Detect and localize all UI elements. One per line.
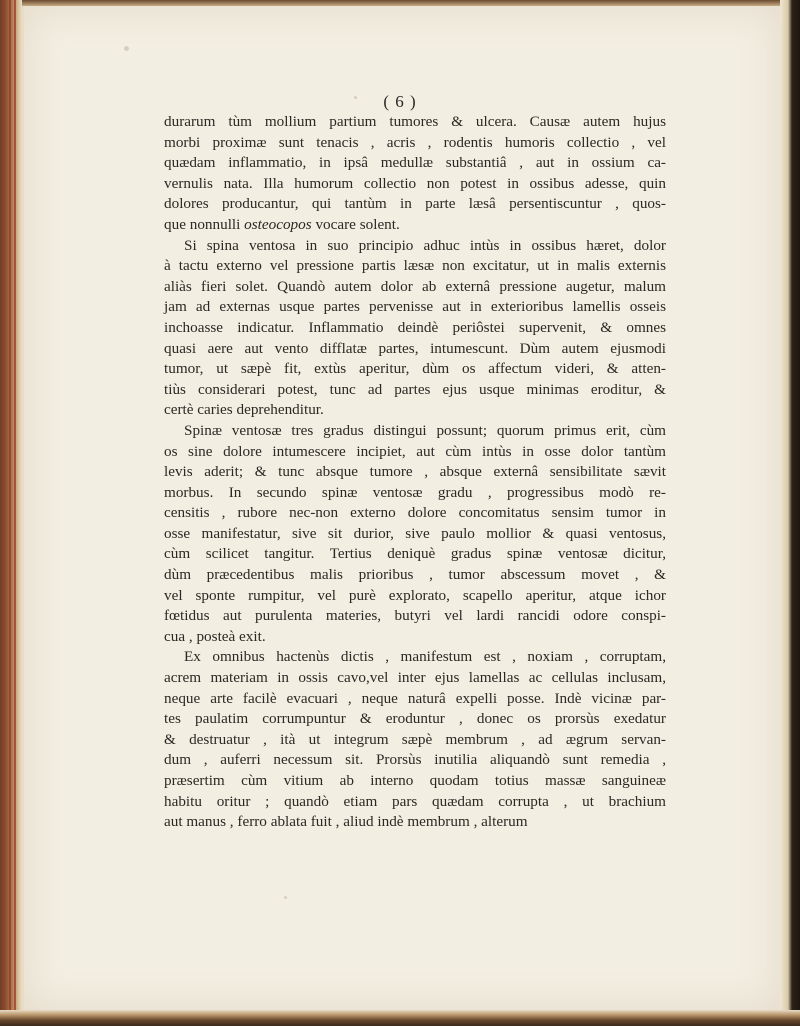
text-line: cua , posteà exit.	[164, 627, 266, 645]
text-line: cùm scilicet tangitur. Tertius deniquè gradus spinæ ventosæ dicitur,	[164, 545, 666, 563]
text-line: morbi proximæ sunt tenacis , acris , rodentis humoris collectio , vel	[164, 133, 666, 151]
body-text	[164, 112, 666, 833]
text-line: Si spina ventosa in suo principio adhuc intùs in ossibus hæret, dolor	[184, 236, 666, 254]
book-spine	[0, 0, 22, 1026]
text-line: vernulis nata. Illa humorum collectio non potest in ossibus adesse, quin	[164, 174, 666, 192]
text-line: præsertim cùm vitium ab interno quodam totius massæ sanguineæ	[164, 772, 666, 789]
paragraph	[164, 421, 666, 648]
text-line: acrem materiam in ossis cavo,vel inter ejus lamellas ac cellulas inclusam,	[164, 669, 666, 687]
text-line: os sine dolore intumescere incipiet, aut cùm intùs in osse dolor tantùm	[164, 442, 666, 460]
text-line: quædam inflammatio, in ipsâ medullæ substantiâ , aut in ossium ca-	[164, 154, 666, 172]
text-line: vel sponte rumpitur, vel purè explorato, scapello aperitur, atque ichor	[164, 586, 666, 604]
text-line: que nonnulli osteocopos vocare solent.	[164, 215, 400, 233]
text-line: osse manifestatur, sive sit durior, sive paulo mollior & quasi ventosus,	[164, 524, 666, 542]
text-line: habitu oritur ; quandò etiam pars quædam corrupta , ut brachium	[164, 792, 666, 810]
text-line: tumor, ut sæpè fit, extùs aperitur, dùm os affectum videri, & atten-	[164, 360, 666, 378]
text-line: & destruatur , ità ut integrum sæpè membrum , ad ægrum servan-	[164, 730, 666, 748]
text-line: à tactu externo vel pressione partis læsæ non excitatur, ut in malis externis	[164, 257, 666, 275]
text-line: dum , auferri necessum sit. Prorsùs inutilia aliquandò sunt remedia ,	[164, 751, 666, 769]
paragraph	[164, 112, 666, 236]
text-line: Spinæ ventosæ tres gradus distingui possunt; quorum primus erit, cùm	[184, 421, 666, 439]
text-line: dolores producantur, qui tantùm in parte læsâ persentiscuntur , quos-	[164, 195, 666, 213]
text-line: inchoasse indicatur. Inflammatio deindè periôstei supervenit, & omnes	[164, 318, 666, 336]
text-line: censitis , rubore nec-non externo dolore concomitatus sensim tumor in	[164, 504, 666, 522]
text-line: tiùs considerari potest, tunc ad partes ejus usque minimas eroditur, &	[164, 380, 666, 398]
text-line: quasi aere aut vento difflatæ partes, intumescunt. Dùm autem ejusmodi	[164, 339, 666, 357]
text-line: levis aderit; & tunc absque tumore , absque externâ sensibilitate sævit	[164, 463, 666, 481]
paragraph	[164, 236, 666, 421]
paragraph	[164, 647, 666, 832]
book-edge-bottom	[0, 1010, 800, 1026]
book-edge-right	[780, 0, 800, 1026]
text-line: tes paulatim corrumpuntur & eroduntur , donec os prorsùs exedatur	[164, 710, 666, 728]
text-line: neque arte facilè evacuari , neque naturâ expelli posse. Indè vicinæ par-	[164, 689, 666, 707]
text-line: dùm præcedentibus malis prioribus , tumor abscessum movet , &	[164, 566, 666, 584]
text-line: aut manus , ferro ablata fuit , aliud indè membrum , alterum	[164, 813, 528, 831]
text-line: Ex omnibus hactenùs dictis , manifestum est , noxiam , corruptam,	[184, 648, 666, 666]
text-line: jam ad externas usque partes pervenisse aut in exterioribus lamellis osseis	[164, 298, 666, 316]
text-line: durarum tùm mollium partium tumores & ulcera. Causæ autem hujus	[164, 113, 666, 130]
text-line: aliàs fieri solet. Quandò autem dolor ab externâ pressione augetur, malum	[164, 277, 666, 295]
text-line: fœtidus aut purulenta materies, butyri vel lardi rancidi odore conspi-	[164, 607, 666, 625]
page-number: ( 6 )	[383, 92, 417, 111]
text-line: certè caries deprehenditur.	[164, 401, 324, 419]
text-line: morbus. In secundo spinæ ventosæ gradu , progressibus modò re-	[164, 483, 666, 501]
